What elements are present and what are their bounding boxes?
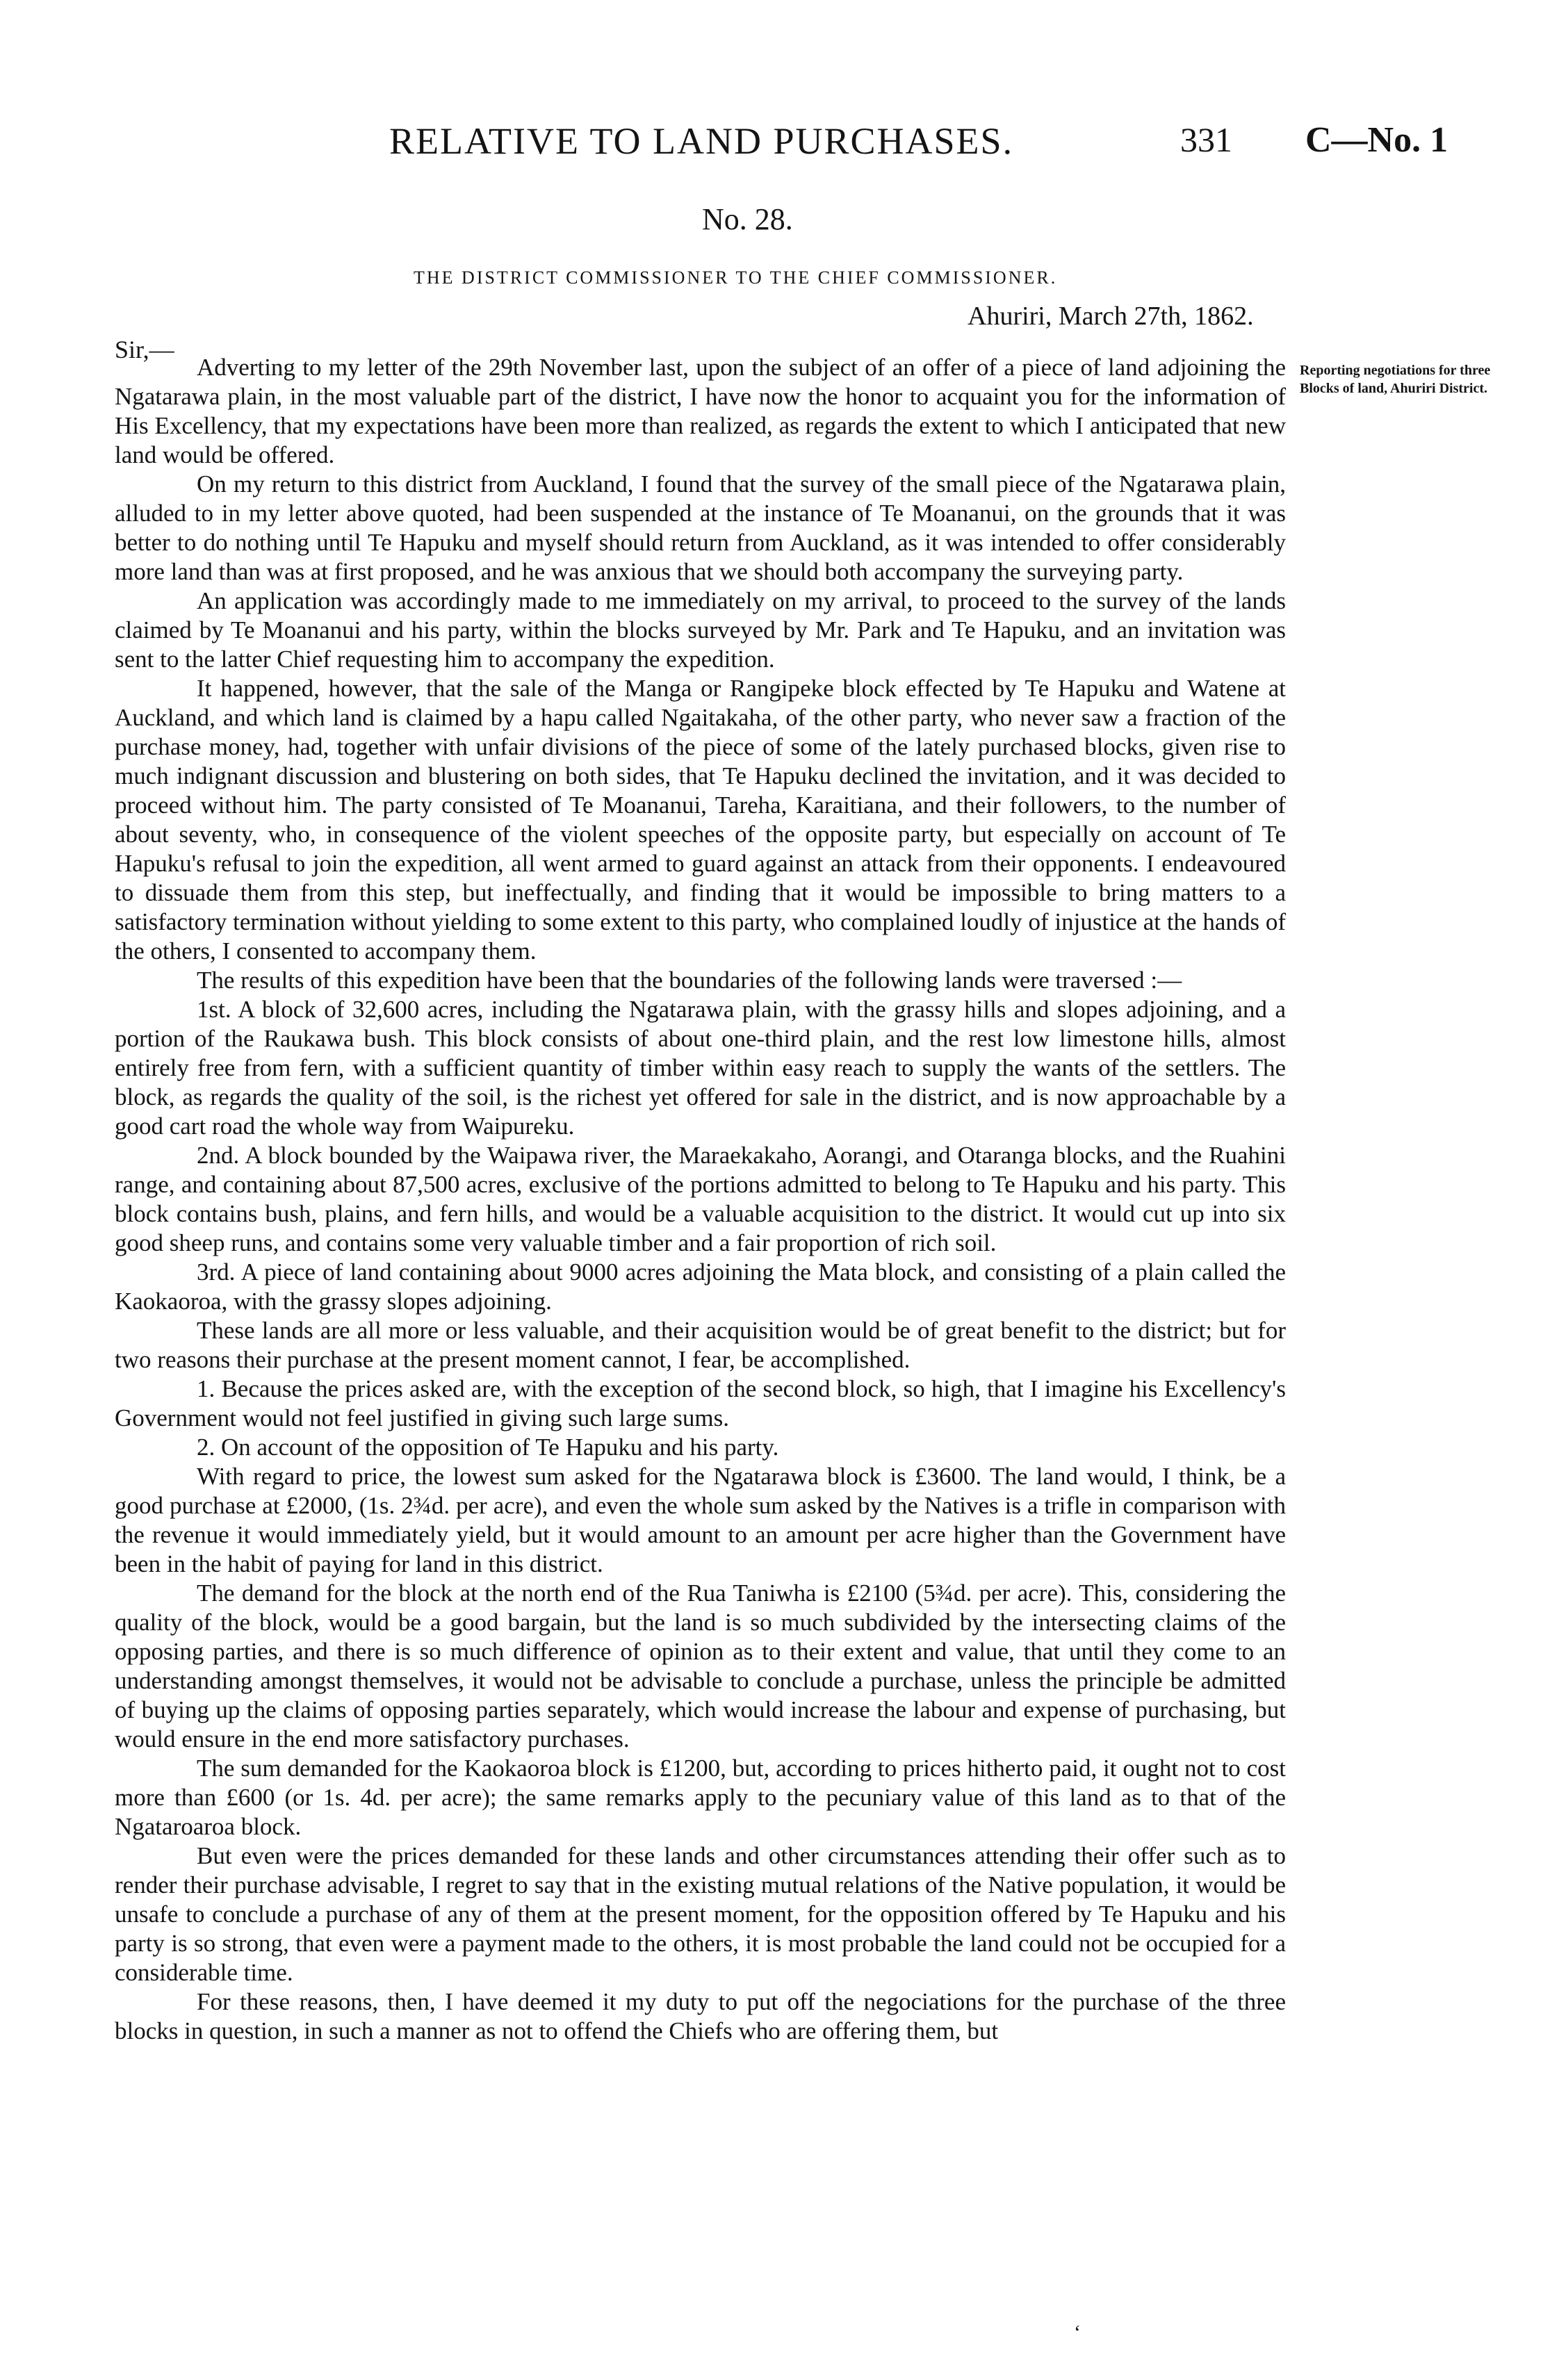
series-number: C—No. 1 [1305, 120, 1448, 160]
letter-number: No. 28. [702, 202, 793, 236]
margin-note: Reporting negotiations for three Blocks of land, Ahuriri District. [1300, 363, 1491, 396]
salutation: Sir,— [115, 336, 174, 363]
paragraph: 2nd. A block bounded by the Waipawa river, the Maraekakaho, Aorangi, and Otaranga blocks, and the Ruahini range, and containing about 87,500 acres, exclusive of the portions admitted to belong to Te Hapuku and his party. This block contains bush, plains, and fern hills, and would be a valuable acquisition to the district. It would cut up into six good sheep runs, and contains some very valuable timber and a fair proportion of rich soil. [115, 1142, 1286, 1256]
paragraph: With regard to price, the lowest sum asked for the Ngatarawa block is £3600. The land would, I think, be a good purchase at £2000, (1s. 2¾d. per acre), and even the whole sum asked by the Natives is a trifle in comparison with the revenue it would immediately yield, but it would amount to an amount per acre higher than the Government have been in the habit of paying for land in this district. [115, 1463, 1286, 1577]
paragraph: The results of this expedition have been that the boundaries of the following lands were traversed :— [197, 967, 1182, 994]
stray-mark: ʻ [1074, 2321, 1081, 2344]
paragraph: 3rd. A piece of land containing about 9000 acres adjoining the Mata block, and consisting of a plain called the Kaokaoroa, with the grassy slopes adjoining. [115, 1258, 1286, 1315]
letter-address: THE DISTRICT COMMISSIONER TO THE CHIEF COMMISSIONER. [414, 268, 1058, 288]
page-number: 331 [1180, 120, 1232, 159]
paragraph: 1st. A block of 32,600 acres, including the Ngatarawa plain, with the grassy hills and slopes adjoining, and a portion of the Raukawa bush. This block consists of about one-third plain, and the rest low limestone hills, almost entirely free from fern, with a sufficient quantity of timber within easy reach to supply the wants of the settlers. The block, as regards the quality of the soil, is the richest yet offered for sale in the district, and is now approachable by a good cart road the whole way from Waipureku. [115, 996, 1286, 1140]
paragraph: On my return to this district from Auckland, I found that the survey of the small piece of the Ngatarawa plain, alluded to in my letter above quoted, had been suspended at the instance of Te Moananui, on the grounds that it was better to do nothing until Te Hapuku and myself should return from Auckland, as it was intended to offer considerably more land than was at first proposed, and he was anxious that we should both accompany the surveying party. [115, 470, 1286, 585]
paragraph: But even were the prices demanded for these lands and other circumstances attending their offer such as to render their purchase advisable, I regret to say that in the existing mutual relations of the Native population, it would be unsafe to conclude a purchase of any of them at the present moment, for the opposition offered by Te Hapuku and his party is so strong, that even were a payment made to the others, it is most probable the land could not be occupied for a considerable time. [115, 1842, 1286, 1986]
letter-body [115, 353, 1286, 2046]
paragraph: 2. On account of the opposition of Te Hapuku and his party. [197, 1434, 779, 1461]
paragraph: 1. Because the prices asked are, with the exception of the second block, so high, that I imagine his Excellency's Government would not feel justified in giving such large sums. [115, 1375, 1286, 1431]
paragraph: The demand for the block at the north end of the Rua Taniwha is £2100 (5¾d. per acre). This, considering the quality of the block, would be a good bargain, but the land is so much subdivided by the intersecting claims of the opposing parties, and there is so much difference of opinion as to their extent and value, that until they come to an understanding amongst themselves, it would not be advisable to conclude a purchase, unless the principle be admitted of buying up the claims of opposing parties separately, which would increase the labour and expense of purchasing, but would ensure in the end more satisfactory purchases. [115, 1579, 1286, 1753]
paragraph: These lands are all more or less valuable, and their acquisition would be of great benefit to the district; but for two reasons their purchase at the present moment cannot, I fear, be accomplished. [115, 1317, 1286, 1373]
paragraph: The sum demanded for the Kaokaoroa block is £1200, but, according to prices hitherto paid, it ought not to cost more than £600 (or 1s. 4d. per acre); the same remarks apply to the pecuniary value of this land as to that of the Ngataroaroa block. [115, 1755, 1286, 1840]
letter-dateline: Ahuriri, March 27th, 1862. [968, 302, 1254, 331]
paragraph: Adverting to my letter of the 29th November last, upon the subject of an offer of a piece of land adjoining the Ngatarawa plain, in the most valuable part of the district, I have now the honor to acquaint you for the information of His Excellency, that my expectations have been more than realized, as regards the extent to which I anticipated that new land would be offered. [115, 354, 1286, 468]
paragraph: An application was accordingly made to me immediately on my arrival, to proceed to the survey of the lands claimed by Te Moananui and his party, within the blocks surveyed by Mr. Park and Te Hapuku, and an invitation was sent to the latter Chief requesting him to accompany the expedition. [115, 587, 1286, 673]
paragraph: For these reasons, then, I have deemed it my duty to put off the negociations for the purchase of the three blocks in question, in such a manner as not to offend the Chiefs who are offering them, but [115, 1988, 1286, 2044]
running-title: RELATIVE TO LAND PURCHASES. [389, 120, 1014, 162]
paragraph: It happened, however, that the sale of the Manga or Rangipeke block effected by Te Hapuku and Watene at Auckland, and which land is claimed by a hapu called Ngaitakaha, of the other party, who never saw a fraction of the purchase money, had, together with unfair divisions of the piece of some of the lately purchased blocks, given rise to much indignant discussion and blustering on both sides, that Te Hapuku declined the invitation, and it was decided to proceed without him. The party consisted of Te Moananui, Tareha, Karaitiana, and their followers, to the number of about seventy, who, in consequence of the violent speeches of the opposite party, but especially on account of Te Hapuku's refusal to join the expedition, all went armed to guard against an attack from their opponents. I endeavoured to dissuade them from this step, but ineffectually, and finding that it would be impossible to bring matters to a satisfactory termination without yielding to some extent to this party, who complained loudly of injustice at the hands of the others, I consented to accompany them. [115, 675, 1286, 965]
